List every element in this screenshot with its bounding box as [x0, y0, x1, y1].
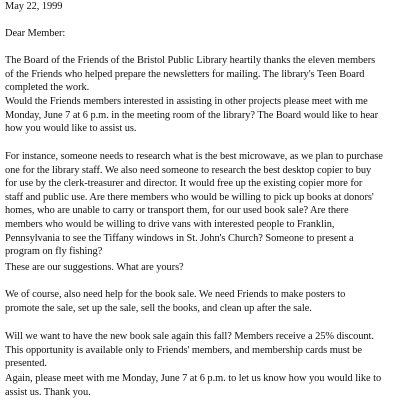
- letter-salutation: Dear Member:: [5, 28, 66, 39]
- paragraph-book-sale-help: [5, 288, 397, 315]
- text-line: These are our suggestions. What are yours?: [5, 262, 184, 273]
- text-line: Would the Friends members interested in assisting in other projects please meet with me: [5, 96, 368, 107]
- paragraph-project-examples: [5, 150, 397, 259]
- text-line: for use by the clerk-treasurer and director. It would free up the existing copier more for: [5, 178, 363, 190]
- text-line: For instance, someone needs to research what is the best microwave, as we plan to purchase: [5, 151, 383, 162]
- text-line: members who would be willing to drive vans with interested people to Franklin,: [5, 218, 335, 230]
- text-line: completed the work.: [5, 82, 90, 94]
- text-line: We of course, also need help for the book sale. We need Friends to make posters to: [5, 289, 346, 300]
- text-line: Will we want to have the new book sale again this fall? Members receive a 25% discount.: [5, 331, 374, 342]
- text-line: promote the sale, set up the sale, sell the books, and clean up after the sale.: [5, 302, 312, 314]
- paragraph-thanks: [5, 54, 397, 95]
- paragraph-meeting-invite: [5, 95, 397, 136]
- letter-date: May 22, 1999: [5, 1, 63, 12]
- text-line: presented.: [5, 358, 47, 370]
- paragraph-suggestions: [5, 261, 397, 275]
- text-line: assist us. Thank you.: [5, 386, 91, 398]
- text-line: Pennsylvania to see the Tiffany windows in St. John's Church? Someone to present a: [5, 232, 354, 244]
- text-line: staff and public use. Are there members who would be willing to pick up books at donors': [5, 191, 374, 203]
- paragraph-fall-sale: [5, 330, 397, 371]
- paragraph-closing: [5, 372, 397, 399]
- text-line: program on fly fishing?: [5, 246, 103, 258]
- text-line: homes, who are unable to carry or transport them, for our used book sale? Are there: [5, 205, 349, 217]
- text-line: Again, please meet with me Monday, June 7 at 6 p.m. to let us know how you would like to: [5, 373, 382, 384]
- text-line: how you would like to assist us.: [5, 123, 137, 135]
- text-line: The Board of the Friends of the Bristol Public Library heartily thanks the eleven members: [5, 55, 376, 66]
- text-line: one for the library staff. We also need someone to research the best desktop copier to buy: [5, 164, 372, 176]
- text-line: Monday, June 7 at 6 p.m. in the meeting room of the library? The Board would like to hear: [5, 109, 378, 121]
- text-line: of the Friends who helped prepare the newsletters for mailing. The library's Teen Board: [5, 68, 365, 80]
- text-line: This opportunity is available only to Friends' members, and membership cards must be: [5, 344, 362, 356]
